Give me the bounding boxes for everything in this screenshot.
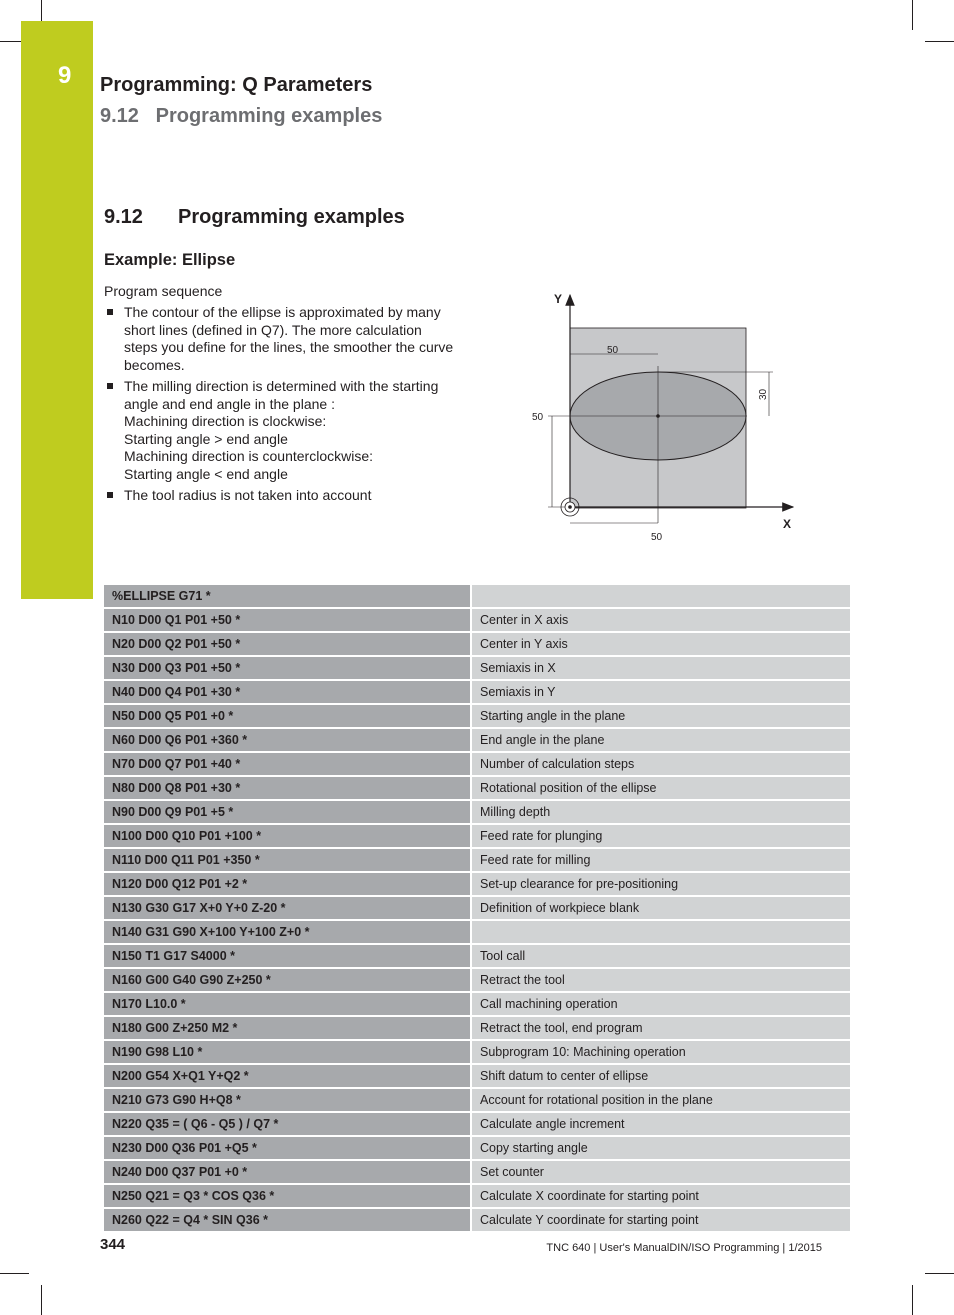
- comment-cell: Calculate Y coordinate for starting point: [471, 1208, 850, 1232]
- program-row: [104, 752, 850, 776]
- section-heading: [104, 206, 405, 229]
- section-title: Programming examples: [178, 206, 405, 228]
- example-title: Example: Ellipse: [104, 251, 236, 269]
- nc-code-cell: N190 G98 L10 *: [104, 1040, 471, 1064]
- nc-code-cell: N90 D00 Q9 P01 +5 *: [104, 800, 471, 824]
- bullet-item: [104, 304, 484, 374]
- page-number: 344: [100, 1236, 126, 1253]
- nc-code-cell: N120 D00 Q12 P01 +2 *: [104, 872, 471, 896]
- bullet-line: becomes.: [124, 356, 185, 373]
- running-section-header: [100, 105, 382, 128]
- bullet-line: angle and end angle in the plane :: [124, 395, 335, 412]
- comment-cell: Center in X axis: [471, 608, 850, 632]
- origin-dot-icon: [568, 505, 572, 509]
- comment-cell: [471, 585, 850, 608]
- running-section-title: Programming examples: [155, 105, 383, 127]
- nc-code-cell: N10 D00 Q1 P01 +50 *: [104, 608, 471, 632]
- bullet-list: [104, 304, 484, 509]
- program-row: [104, 1088, 850, 1112]
- program-row: [104, 992, 850, 1016]
- comment-cell: Semiaxis in X: [471, 656, 850, 680]
- comment-cell: Copy starting angle: [471, 1136, 850, 1160]
- dim-left-label: 50: [532, 412, 544, 423]
- bullet-line: short lines (defined in Q7). The more calculation: [124, 321, 422, 338]
- program-table-body: [104, 585, 850, 1232]
- program-row: [104, 944, 850, 968]
- dim-bottom-label: 50: [651, 532, 663, 543]
- nc-code-cell: N140 G31 G90 X+100 Y+100 Z+0 *: [104, 920, 471, 944]
- nc-code-cell: N130 G30 G17 X+0 Y+0 Z-20 *: [104, 896, 471, 920]
- crop-mark: [0, 1273, 29, 1274]
- comment-cell: Calculate angle increment: [471, 1112, 850, 1136]
- program-row: [104, 872, 850, 896]
- program-row: [104, 800, 850, 824]
- comment-cell: Call machining operation: [471, 992, 850, 1016]
- nc-code-cell: N30 D00 Q3 P01 +50 *: [104, 656, 471, 680]
- bullet-square-icon: [107, 309, 113, 315]
- nc-code-cell: N220 Q35 = ( Q6 - Q5 ) / Q7 *: [104, 1112, 471, 1136]
- comment-cell: Feed rate for plunging: [471, 824, 850, 848]
- nc-code-cell: N170 L10.0 *: [104, 992, 471, 1016]
- nc-code-cell: N160 G00 G40 G90 Z+250 *: [104, 968, 471, 992]
- bullet-item: [104, 378, 484, 483]
- nc-code-cell: N70 D00 Q7 P01 +40 *: [104, 752, 471, 776]
- program-row: [104, 824, 850, 848]
- nc-code-cell: %ELLIPSE G71 *: [104, 585, 471, 608]
- comment-cell: Account for rotational position in the plane: [471, 1088, 850, 1112]
- program-row: [104, 608, 850, 632]
- dim-top-label: 50: [607, 345, 619, 356]
- comment-cell: Rotational position of the ellipse: [471, 776, 850, 800]
- comment-cell: Tool call: [471, 944, 850, 968]
- bullet-square-icon: [107, 383, 113, 389]
- nc-code-cell: N210 G73 G90 H+Q8 *: [104, 1088, 471, 1112]
- bullet-line: Starting angle > end angle: [124, 430, 288, 447]
- comment-cell: Number of calculation steps: [471, 752, 850, 776]
- crop-mark: [912, 1285, 913, 1315]
- dim-right-label: 30: [758, 388, 769, 400]
- program-row: [104, 680, 850, 704]
- bullet-line: steps you define for the lines, the smoother the curve: [124, 339, 454, 355]
- program-row: [104, 1112, 850, 1136]
- crop-mark: [41, 1285, 42, 1315]
- comment-cell: Feed rate for milling: [471, 848, 850, 872]
- program-row: [104, 585, 850, 608]
- program-row: [104, 896, 850, 920]
- program-row: [104, 968, 850, 992]
- comment-cell: Milling depth: [471, 800, 850, 824]
- section-number: 9.12: [104, 206, 143, 228]
- nc-code-cell: N80 D00 Q8 P01 +30 *: [104, 776, 471, 800]
- comment-cell: End angle in the plane: [471, 728, 850, 752]
- nc-code-cell: N250 Q21 = Q3 * COS Q36 *: [104, 1184, 471, 1208]
- bullet-line: Machining direction is clockwise:: [124, 413, 327, 429]
- nc-code-cell: N260 Q22 = Q4 * SIN Q36 *: [104, 1208, 471, 1232]
- y-axis-label: Y: [554, 292, 563, 306]
- chapter-tab: [21, 21, 93, 599]
- nc-code-cell: N100 D00 Q10 P01 +100 *: [104, 824, 471, 848]
- footer-text: TNC 640 | User's ManualDIN/ISO Programming | 1/2015: [546, 1242, 822, 1254]
- program-row: [104, 920, 850, 944]
- bullet-line: Starting angle < end angle: [124, 465, 288, 482]
- bullet-line: Machining direction is counterclockwise:: [124, 448, 373, 464]
- nc-code-cell: N200 G54 X+Q1 Y+Q2 *: [104, 1064, 471, 1088]
- comment-cell: Retract the tool: [471, 968, 850, 992]
- program-row: [104, 776, 850, 800]
- program-row: [104, 1160, 850, 1184]
- comment-cell: Center in Y axis: [471, 632, 850, 656]
- comment-cell: Set-up clearance for pre-positioning: [471, 872, 850, 896]
- chapter-title: Programming: Q Parameters: [100, 74, 373, 96]
- comment-cell: Definition of workpiece blank: [471, 896, 850, 920]
- bullet-line: The contour of the ellipse is approximated by many: [124, 304, 441, 320]
- crop-mark: [925, 41, 954, 42]
- program-row: [104, 632, 850, 656]
- nc-code-cell: N50 D00 Q5 P01 +0 *: [104, 704, 471, 728]
- center-dot-icon: [656, 414, 660, 418]
- program-row: [104, 1064, 850, 1088]
- program-row: [104, 1040, 850, 1064]
- crop-mark: [41, 0, 42, 21]
- comment-cell: Starting angle in the plane: [471, 704, 850, 728]
- bullet-line: The tool radius is not taken into account: [124, 487, 372, 503]
- comment-cell: Set counter: [471, 1160, 850, 1184]
- bullet-line: The milling direction is determined with the starting: [124, 378, 439, 394]
- comment-cell: [471, 920, 850, 944]
- chapter-number: 9: [58, 62, 72, 89]
- crop-mark: [925, 1273, 954, 1274]
- bullet-square-icon: [107, 492, 113, 498]
- nc-code-cell: N230 D00 Q36 P01 +Q5 *: [104, 1136, 471, 1160]
- x-axis-label: X: [783, 517, 792, 531]
- nc-code-cell: N60 D00 Q6 P01 +360 *: [104, 728, 471, 752]
- program-row: [104, 704, 850, 728]
- comment-cell: Retract the tool, end program: [471, 1016, 850, 1040]
- bullet-item: [104, 487, 484, 505]
- nc-code-cell: N150 T1 G17 S4000 *: [104, 944, 471, 968]
- program-row: [104, 656, 850, 680]
- program-table: [104, 585, 850, 1233]
- comment-cell: Calculate X coordinate for starting point: [471, 1184, 850, 1208]
- nc-code-cell: N240 D00 Q37 P01 +0 *: [104, 1160, 471, 1184]
- program-row: [104, 728, 850, 752]
- program-row: [104, 1184, 850, 1208]
- program-row: [104, 1016, 850, 1040]
- comment-cell: Subprogram 10: Machining operation: [471, 1040, 850, 1064]
- ellipse-diagram: [525, 285, 805, 550]
- nc-code-cell: N180 G00 Z+250 M2 *: [104, 1016, 471, 1040]
- nc-code-cell: N40 D00 Q4 P01 +30 *: [104, 680, 471, 704]
- example-intro: Program sequence: [104, 283, 223, 299]
- program-row: [104, 1208, 850, 1232]
- running-section-number: 9.12: [100, 105, 139, 127]
- nc-code-cell: N110 D00 Q11 P01 +350 *: [104, 848, 471, 872]
- nc-code-cell: N20 D00 Q2 P01 +50 *: [104, 632, 471, 656]
- crop-mark: [912, 0, 913, 30]
- program-row: [104, 1136, 850, 1160]
- program-row: [104, 848, 850, 872]
- crop-mark: [0, 41, 21, 42]
- comment-cell: Shift datum to center of ellipse: [471, 1064, 850, 1088]
- comment-cell: Semiaxis in Y: [471, 680, 850, 704]
